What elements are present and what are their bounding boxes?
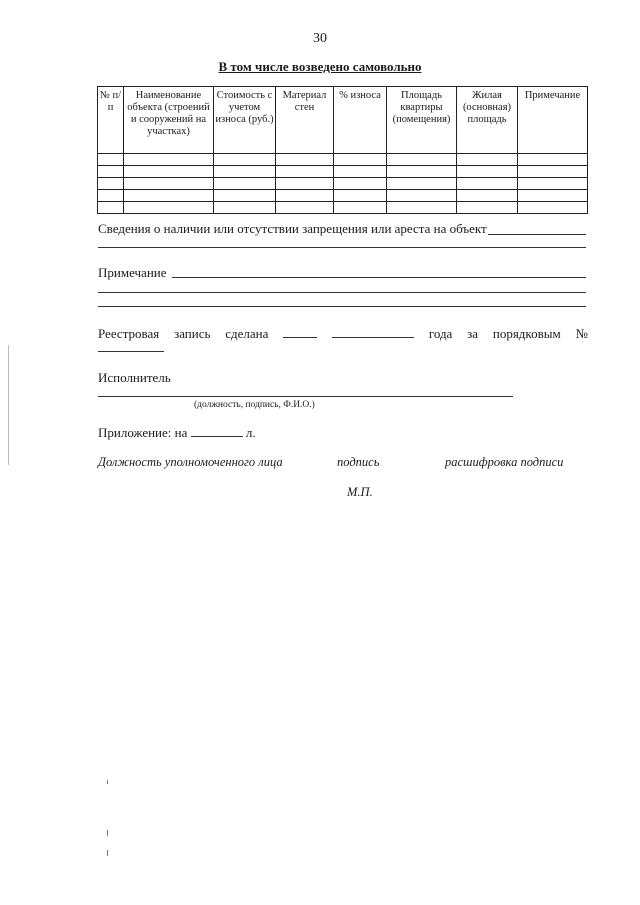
table-cell[interactable] bbox=[276, 190, 334, 202]
table-header-row bbox=[98, 87, 588, 154]
encumbrance-blank-inline[interactable] bbox=[488, 234, 586, 235]
executor-label: Исполнитель bbox=[98, 370, 171, 385]
executor-blank-line[interactable] bbox=[98, 396, 513, 397]
table-cell[interactable] bbox=[124, 178, 214, 190]
table-cell[interactable] bbox=[518, 154, 588, 166]
table-cell[interactable] bbox=[98, 166, 124, 178]
table-cell[interactable] bbox=[387, 154, 457, 166]
table-cell[interactable] bbox=[387, 178, 457, 190]
table-row bbox=[98, 202, 588, 214]
note-blank-inline[interactable] bbox=[172, 277, 586, 278]
encumbrance-blank-line[interactable] bbox=[98, 247, 586, 248]
registry-word: № bbox=[575, 326, 588, 341]
table-row bbox=[98, 178, 588, 190]
stamp-place-label: М.П. bbox=[347, 485, 373, 499]
table-row bbox=[98, 166, 588, 178]
table-cell[interactable] bbox=[334, 190, 387, 202]
table-cell[interactable] bbox=[276, 202, 334, 214]
table-cell[interactable] bbox=[214, 190, 276, 202]
table-cell[interactable] bbox=[457, 154, 518, 166]
col-header-cost: Стоимость с учетом износа (руб.) bbox=[214, 87, 276, 154]
table-cell[interactable] bbox=[334, 178, 387, 190]
col-header-living-area: Жилая (основная) площадь bbox=[457, 87, 518, 154]
scan-artifact bbox=[8, 345, 9, 465]
registry-word: года bbox=[428, 326, 453, 341]
table-cell[interactable] bbox=[214, 154, 276, 166]
col-header-wall-material: Материал стен bbox=[276, 87, 334, 154]
table-cell[interactable] bbox=[457, 202, 518, 214]
scan-artifact bbox=[107, 830, 108, 836]
page-number: 30 bbox=[313, 31, 327, 46]
table-cell[interactable] bbox=[457, 190, 518, 202]
registry-word: порядковым bbox=[492, 326, 561, 341]
table-cell[interactable] bbox=[124, 202, 214, 214]
attachment-prefix: Приложение: на bbox=[98, 425, 188, 440]
registry-month-blank[interactable] bbox=[332, 325, 414, 338]
table-cell[interactable] bbox=[518, 202, 588, 214]
attachment-line bbox=[98, 424, 256, 441]
table-row bbox=[98, 190, 588, 202]
table-cell[interactable] bbox=[98, 178, 124, 190]
official-position-label: Должность уполномоченного лица bbox=[98, 455, 283, 469]
table-cell[interactable] bbox=[276, 166, 334, 178]
table-cell[interactable] bbox=[387, 166, 457, 178]
registry-word: за bbox=[467, 326, 479, 341]
note-blank-line-1[interactable] bbox=[98, 292, 586, 293]
table-cell[interactable] bbox=[98, 154, 124, 166]
executor-caption: (должность, подпись, Ф.И.О.) bbox=[194, 400, 315, 410]
registry-number-blank[interactable] bbox=[98, 351, 164, 352]
encumbrance-label: Сведения о наличии или отсутствии запрещения или ареста на объект bbox=[98, 221, 487, 236]
note-blank-line-2[interactable] bbox=[98, 306, 586, 307]
table-cell[interactable] bbox=[518, 166, 588, 178]
attachment-suffix: л. bbox=[245, 425, 256, 440]
scan-artifact bbox=[107, 850, 108, 856]
table-cell[interactable] bbox=[124, 166, 214, 178]
attachment-pages-blank[interactable] bbox=[191, 424, 243, 437]
table-cell[interactable] bbox=[457, 166, 518, 178]
col-header-number: № п/п bbox=[98, 87, 124, 154]
buildings-table bbox=[97, 86, 588, 214]
table-row bbox=[98, 154, 588, 166]
col-header-apartment-area: Площадь квартиры (помещения) bbox=[387, 87, 457, 154]
table-cell[interactable] bbox=[214, 178, 276, 190]
table-cell[interactable] bbox=[334, 154, 387, 166]
col-header-wear: % износа bbox=[334, 87, 387, 154]
table-cell[interactable] bbox=[518, 178, 588, 190]
col-header-note: Примечание bbox=[518, 87, 588, 154]
table-body bbox=[98, 154, 588, 214]
table-cell[interactable] bbox=[518, 190, 588, 202]
registry-word: запись bbox=[174, 326, 211, 341]
table-cell[interactable] bbox=[387, 202, 457, 214]
section-title: В том числе возведено самовольно bbox=[218, 59, 422, 74]
table-cell[interactable] bbox=[98, 190, 124, 202]
table-cell[interactable] bbox=[334, 202, 387, 214]
table-cell[interactable] bbox=[387, 190, 457, 202]
registry-day-blank[interactable] bbox=[283, 325, 317, 338]
table-cell[interactable] bbox=[276, 154, 334, 166]
table-cell[interactable] bbox=[457, 178, 518, 190]
table-cell[interactable] bbox=[276, 178, 334, 190]
registry-word: Реестровая bbox=[98, 326, 160, 341]
table-cell[interactable] bbox=[124, 154, 214, 166]
table-cell[interactable] bbox=[214, 202, 276, 214]
table-cell[interactable] bbox=[98, 202, 124, 214]
registry-word: сделана bbox=[225, 326, 269, 341]
note-label: Примечание bbox=[98, 265, 167, 280]
scan-artifact bbox=[107, 780, 108, 784]
col-header-object-name: Наименование объекта (строений и сооружений на участках) bbox=[124, 87, 214, 154]
table-cell[interactable] bbox=[124, 190, 214, 202]
table-cell[interactable] bbox=[214, 166, 276, 178]
registry-record-row bbox=[98, 325, 588, 342]
signature-decoding-label: расшифровка подписи bbox=[445, 455, 564, 469]
signature-label: подпись bbox=[337, 455, 380, 469]
table-cell[interactable] bbox=[334, 166, 387, 178]
